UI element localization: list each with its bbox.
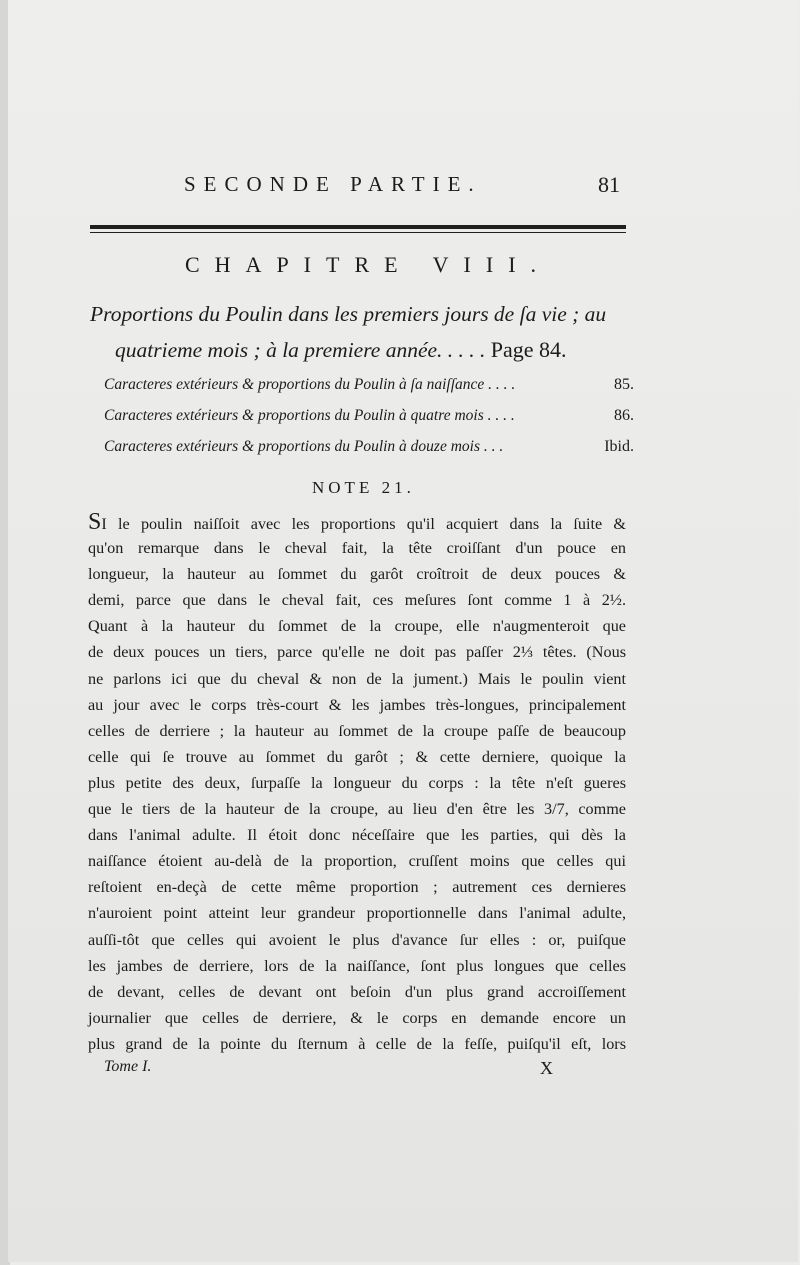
contents-entry-text: Caracteres extérieurs & proportions du Poulin à quatre mois . . . . xyxy=(104,407,515,424)
contents-entry-text: Caracteres extérieurs & proportions du Poulin à douze mois . . . xyxy=(104,438,504,455)
contents-entry xyxy=(104,407,634,431)
text-line: plus petite des deux, ſurpaſſe la longueur du corps : la tête n'eſt gueres xyxy=(88,773,626,792)
text-line: demi, parce que dans le cheval fait, ces meſures ſont comme 1 à 2½. xyxy=(88,591,626,610)
text-line: celle qui ſe trouve au ſommet du garôt ; & cette derniere, quoique la xyxy=(88,747,626,766)
contents-entry-page: Ibid. xyxy=(604,438,634,455)
text-line: celles de derriere ; la hauteur au ſommet de la croupe paſſe de beaucoup xyxy=(88,721,626,740)
text-line: naiſſance étoient au-delà de la proportion, cruſſent moins que celles qui xyxy=(88,852,626,871)
note-title: NOTE 21. xyxy=(312,478,415,497)
contents-entry-page: 85. xyxy=(614,376,634,393)
note-body xyxy=(88,509,626,1057)
contents-entry xyxy=(104,376,634,400)
text-line: n'auroient point atteint leur grandeur proportionnelle dans l'animal adulte, xyxy=(88,904,626,923)
text-line: qu'on remarque dans le cheval fait, la tête croiſſant d'un pouce en xyxy=(88,539,626,558)
text-line: longueur, la hauteur au ſommet du garôt croîtroit de deux pouces & xyxy=(88,565,626,584)
text-line: auſſi-tôt que celles qui avoient le plus d'avance ſur elles : or, puiſque xyxy=(88,930,626,949)
text-line: Quant à la hauteur du ſommet de la croupe, elle n'augmenteroit que xyxy=(88,617,626,636)
text-line: au jour avec le corps très-court & les jambes très-longues, principalement xyxy=(88,695,626,714)
text-line: de deux pouces un tiers, parce qu'elle ne doit pas paſſer 2⅓ têtes. (Nous xyxy=(88,643,626,662)
contents-entry-text: Caracteres extérieurs & proportions du Poulin à ſa naiſſance . . . . xyxy=(104,376,516,393)
header-rule-thin xyxy=(90,232,626,233)
chapter-summary-text: quatrieme mois ; à la premiere année. . . . . xyxy=(115,338,486,362)
chapter-summary-line-2 xyxy=(115,337,675,363)
header-rule-thick xyxy=(90,225,626,229)
chapter-page-ref: Page 84. xyxy=(490,337,567,362)
running-head: SECONDE PARTIE. xyxy=(184,172,482,196)
text-line: les jambes de derriere, lors de la naiſſance, ſont plus longues que celles xyxy=(88,956,626,975)
text-line: SI le poulin naiſſoit avec les proportions qu'il acquiert dans la ſuite & xyxy=(88,509,626,535)
text-line: de devant, celles de devant ont beſoin d'un plus grand accroiſſement xyxy=(88,982,626,1001)
signature-mark: X xyxy=(540,1058,553,1078)
text-line: dans l'animal adulte. Il étoit donc néceſſaire que les parties, qui dès la xyxy=(88,826,626,845)
text-line: reſtoient en-deçà de cette même proportion ; autrement ces dernieres xyxy=(88,878,626,897)
page-number: 81 xyxy=(598,172,620,197)
text-line: journalier que celles de derriere, & le corps en demande encore un xyxy=(88,1008,626,1027)
chapter-summary-line-1: Proportions du Poulin dans les premiers jours de ſa vie ; au xyxy=(90,302,607,326)
footer-tome: Tome I. xyxy=(104,1058,152,1075)
chapter-heading: CHAPITRE VIII. xyxy=(185,252,552,277)
text-line: plus grand de la pointe du ſternum à celle de la feſſe, puiſqu'il eſt, lors xyxy=(88,1034,626,1053)
text-line: que le tiers de la hauteur de la croupe, au lieu d'en être les 3/7, comme xyxy=(88,800,626,819)
contents-entry-page: 86. xyxy=(614,407,634,424)
contents-entry xyxy=(104,438,634,462)
text-line: ne parlons ici que du cheval & non de la jument.) Mais le poulin vient xyxy=(88,669,626,688)
